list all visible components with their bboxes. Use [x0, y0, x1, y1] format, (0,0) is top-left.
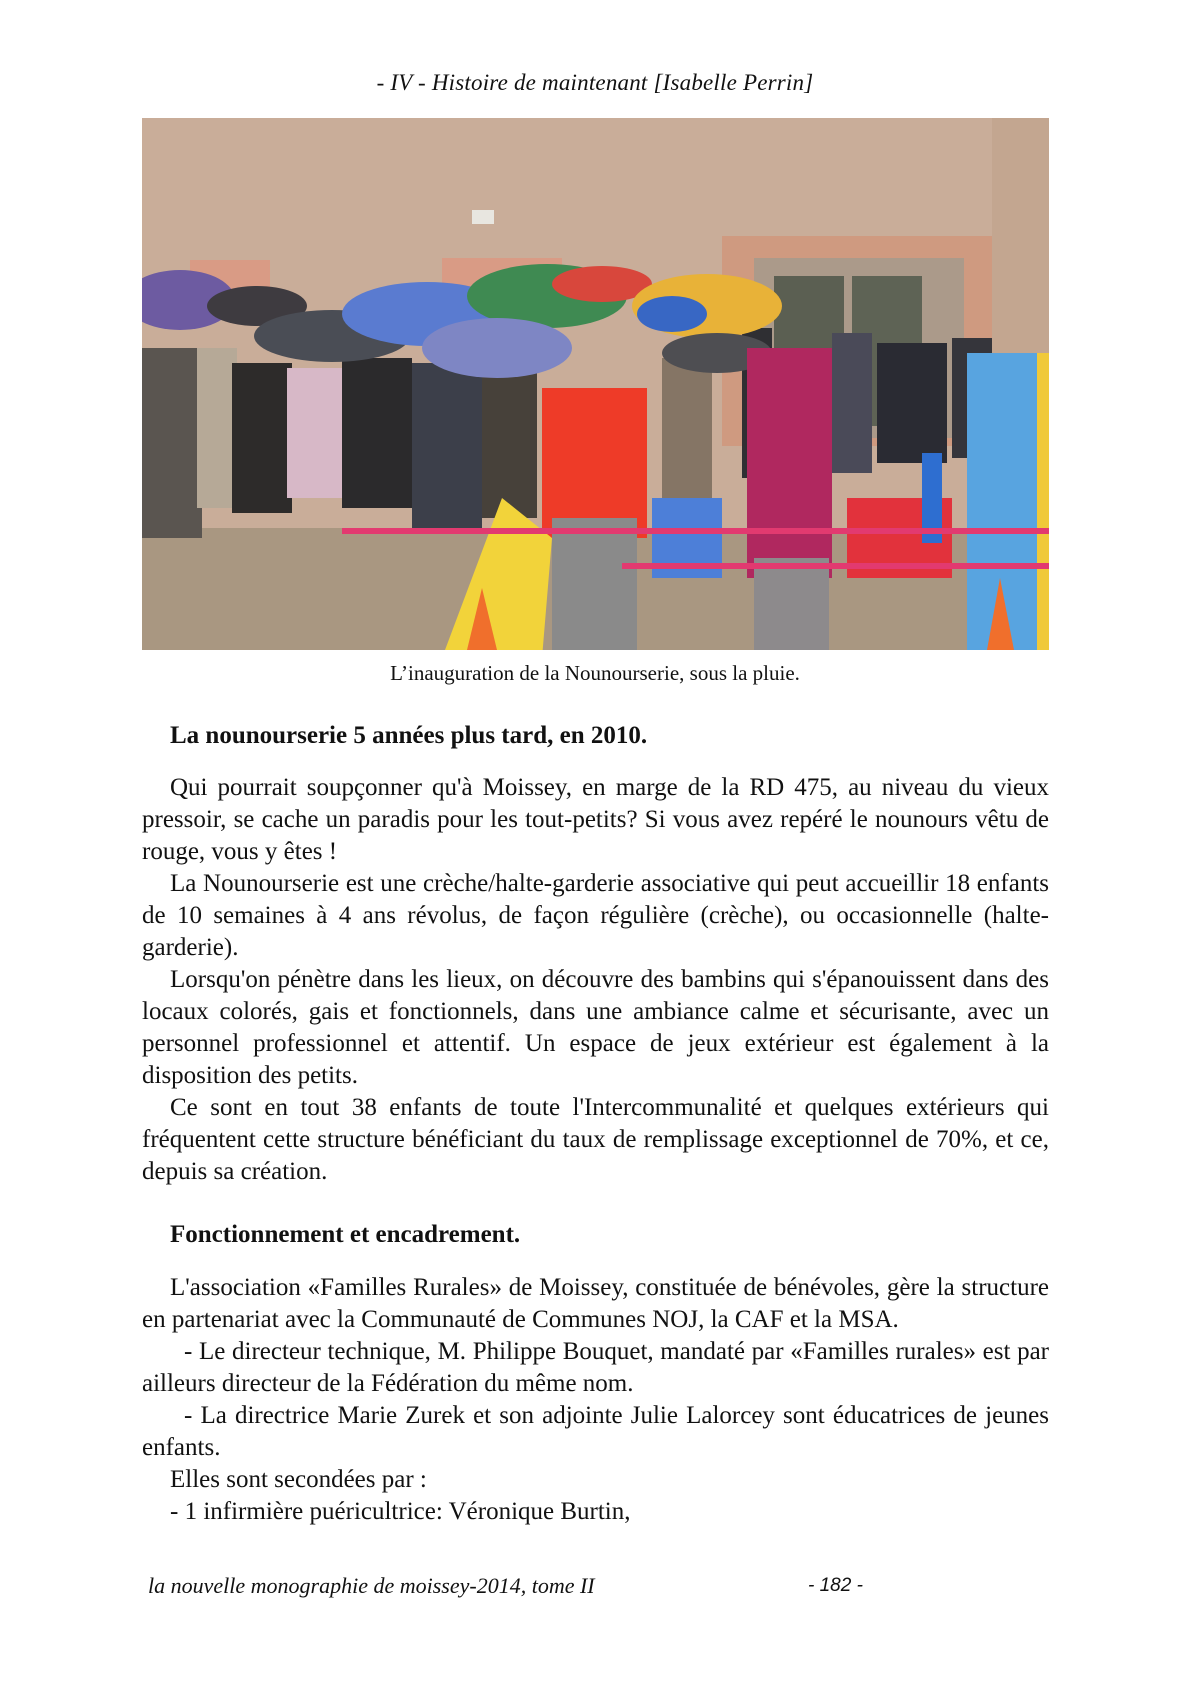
page-number: - 182 - — [808, 1575, 863, 1596]
photo-caption: L’inauguration de la Nounourserie, sous la pluie. — [390, 661, 800, 685]
paragraph: La Nounourserie est une crèche/halte-garderie associative qui peut accueillir 18 enfants de 10 semaines à 4 ans révolus, de façon régulière (crèche), ou occasionnelle (halte-garderie). — [142, 870, 1049, 961]
section-body-fonctionnement — [142, 1272, 1049, 1528]
running-header: - IV - Histoire de maintenant [Isabelle Perrin] — [376, 70, 814, 95]
paragraph: - La directrice Marie Zurek et son adjointe Julie Lalorcey sont éducatrices de jeunes enfants. — [142, 1402, 1049, 1461]
paragraph: L'association «Familles Rurales» de Moissey, constituée de bénévoles, gère la structure en partenariat avec la Communauté de Communes NOJ, la CAF et la MSA. — [142, 1274, 1049, 1333]
paragraph: Lorsqu'on pénètre dans les lieux, on découvre des bambins qui s'épanouissent dans des locaux colorés, gais et fonctionnels, dans une ambiance calme et sécurisante, avec un personnel professionnel et attentif. Un espace de jeux extérieur est également à la disposition des petits. — [142, 966, 1049, 1089]
publication-footer: la nouvelle monographie de moissey-2014, tome II — [148, 1573, 595, 1598]
paragraph: Qui pourrait soupçonner qu'à Moissey, en marge de la RD 475, au niveau du vieux pressoir, se cache un paradis pour les tout-petits? Si vous avez repéré le nounours vêtu de rouge, vous y êtes ! — [142, 774, 1049, 865]
section-heading-2010: La nounourserie 5 années plus tard, en 2010. — [170, 722, 648, 749]
list-item: - 1 infirmière puéricultrice: Véronique Burtin, — [170, 1498, 631, 1525]
section-heading-fonctionnement: Fonctionnement et encadrement. — [170, 1221, 521, 1248]
paragraph: Elles sont secondées par : — [170, 1466, 427, 1493]
inauguration-photo — [142, 118, 1049, 650]
paragraph: - Le directeur technique, M. Philippe Bouquet, mandaté par «Familles rurales» est par ailleurs directeur de la Fédération du même nom. — [142, 1338, 1049, 1397]
paragraph: Ce sont en tout 38 enfants de toute l'Intercommunalité et quelques extérieurs qui fréquentent cette structure bénéficiant du taux de remplissage exceptionnel de 70%, et ce, depuis sa création. — [142, 1094, 1049, 1185]
section-body-2010 — [142, 772, 1049, 1188]
